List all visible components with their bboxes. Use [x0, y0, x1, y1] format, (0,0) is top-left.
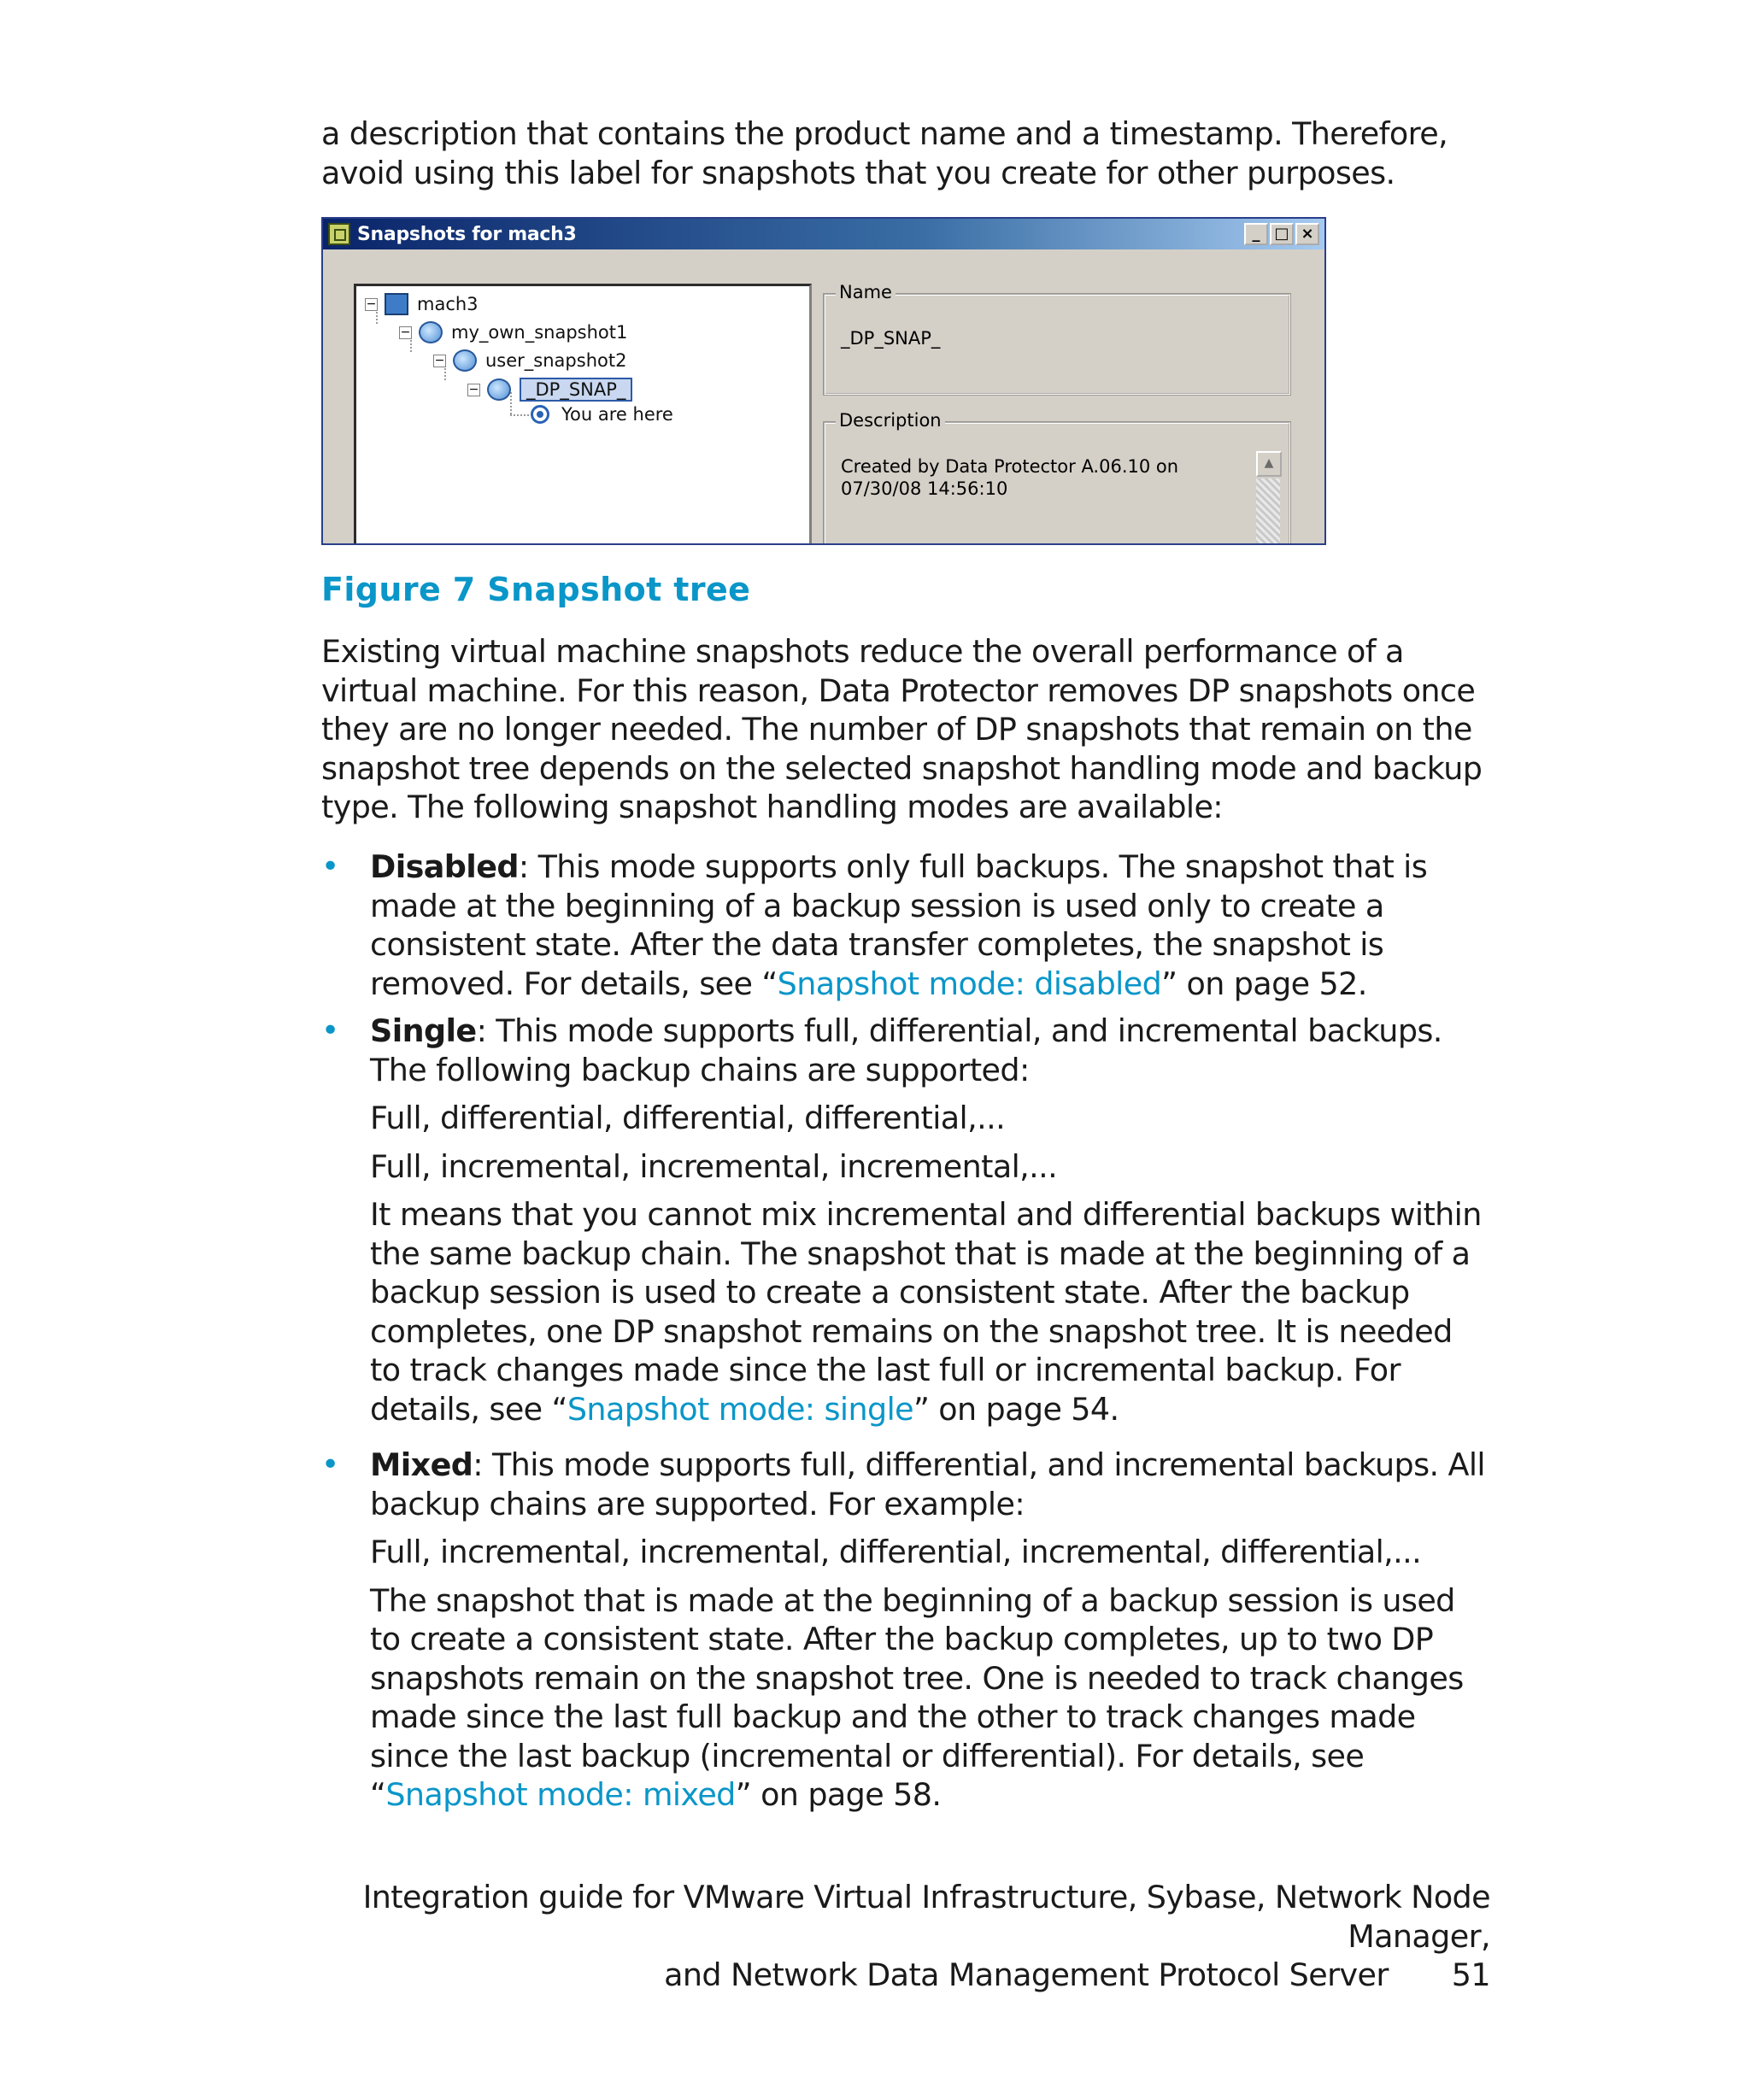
name-value: _DP_SNAP_	[841, 328, 941, 349]
snapshot-tree	[354, 284, 812, 545]
maximize-button[interactable]: □	[1270, 223, 1294, 245]
link-snapshot-mode-single[interactable]: Snapshot mode: single	[567, 1390, 913, 1428]
description-legend: Description	[836, 410, 945, 431]
body-paragraph	[321, 632, 1490, 827]
description-group	[824, 410, 1290, 545]
intro-text: a description that contains the product name and a timestamp. Therefore, avoid using this label for snapshots that you create for other purposes.	[321, 115, 1448, 191]
window-controls	[1244, 223, 1319, 245]
footer-line-1: Integration guide for VMware Virtual Infrastructure, Sybase, Network Node Manager,	[362, 1879, 1490, 1955]
snapshot-icon	[419, 321, 443, 343]
scrollbar-track[interactable]	[1256, 478, 1280, 545]
snapshot-icon	[487, 378, 511, 401]
chain-example-1: Full, differential, differential, differential,...	[370, 1100, 1006, 1136]
description-line-1: Created by Data Protector A.06.10 on	[841, 456, 1179, 477]
window-title: Snapshots for mach3	[357, 223, 577, 245]
item-text: : This mode supports full, differential, and incremental backups. The following backup chains are supported:	[370, 1012, 1442, 1088]
tree-node-label-selected: _DP_SNAP_	[520, 378, 632, 402]
app-icon	[328, 223, 350, 245]
close-button[interactable]: ×	[1295, 223, 1319, 245]
footer-line-2: and Network Data Management Protocol Server	[664, 1956, 1389, 1993]
snapshot-icon	[453, 349, 477, 372]
link-snapshot-mode-disabled[interactable]: Snapshot mode: disabled	[777, 965, 1162, 1002]
term-mixed: Mixed	[370, 1446, 473, 1483]
tree-node-label: You are here	[561, 404, 673, 425]
bullet-icon: •	[321, 1447, 339, 1482]
item-text-after: ” on page 54.	[913, 1390, 1119, 1428]
description-line-2: 07/30/08 14:56:10	[841, 478, 1008, 499]
bullet-icon: •	[321, 1013, 339, 1048]
tree-node-label: user_snapshot2	[485, 350, 627, 371]
item-text: : This mode supports only full backups. The snapshot that is made at the beginning of a backup session is used only to create a consistent state. After the data transfer completes, the snapshot is removed. For details, see “	[370, 848, 1428, 1002]
scroll-up-button[interactable]: ▲	[1256, 451, 1282, 477]
item-detail: It means that you cannot mix incremental and differential backups within the same backup chain. The snapshot that is made at the beginning of a backup session is used to create a consistent state. After the backup completes, one DP snapshot remains on the snapshot tree. It is needed to track changes made since the last full or incremental backup. For details, see “	[370, 1196, 1482, 1428]
tree-node-label: mach3	[417, 294, 479, 314]
you-are-here-icon	[531, 405, 549, 424]
tree-node-mach3[interactable]	[365, 293, 479, 315]
page-footer	[321, 1878, 1490, 1995]
list-item-mixed	[321, 1446, 1490, 1815]
collapse-icon[interactable]: −	[400, 325, 411, 339]
tree-node-user-snapshot2[interactable]	[433, 349, 626, 372]
minimize-button[interactable]: _	[1244, 223, 1268, 245]
chain-example: Full, incremental, incremental, differential, incremental, differential,...	[370, 1534, 1422, 1570]
name-group	[824, 282, 1290, 395]
link-snapshot-mode-mixed[interactable]: Snapshot mode: mixed	[385, 1776, 736, 1813]
modes-list	[321, 848, 1490, 1815]
intro-paragraph	[321, 114, 1490, 192]
item-text-after: ” on page 58.	[735, 1776, 942, 1813]
term-disabled: Disabled	[370, 848, 519, 885]
collapse-icon[interactable]: −	[468, 382, 479, 396]
vm-icon	[385, 293, 408, 315]
collapse-icon[interactable]: −	[434, 353, 445, 367]
tree-node-label: my_own_snapshot1	[451, 322, 628, 343]
bullet-icon: •	[321, 849, 339, 884]
tree-node-my-own-snapshot1[interactable]	[399, 321, 627, 343]
chain-example-2: Full, incremental, incremental, incremental,...	[370, 1147, 1058, 1185]
window-titlebar	[323, 219, 1324, 249]
list-item-single	[321, 1012, 1490, 1428]
list-item-disabled	[321, 848, 1490, 1003]
item-text: : This mode supports full, differential, and incremental backups. All backup chains are supported. For example:	[370, 1446, 1485, 1522]
item-detail: The snapshot that is made at the beginning of a backup session is used to create a consistent state. After the backup completes, up to two DP snapshots remain on the snapshot tree. One is needed to track changes made since the last full backup and the other to track changes made since the last backup (incremental or differential). For details, see “	[370, 1581, 1464, 1813]
term-single: Single	[370, 1012, 477, 1049]
page-number: 51	[1451, 1956, 1490, 1993]
body-text: Existing virtual machine snapshots reduce the overall performance of a virtual machine. For this reason, Data Protector removes DP snapshots once they are no longer needed. The number of DP snapshots that remain on the snapshot tree depends on the selected snapshot handling mode and backup type. The following snapshot handling modes are available:	[321, 633, 1483, 825]
name-legend: Name	[836, 282, 896, 302]
item-text-after: ” on page 52.	[1161, 965, 1367, 1002]
tree-node-you-are-here[interactable]	[531, 404, 673, 425]
tree-node-dp-snap[interactable]	[467, 378, 632, 402]
snapshots-window	[321, 217, 1326, 545]
collapse-icon[interactable]: −	[366, 296, 377, 311]
figure-caption: Figure 7 Snapshot tree	[321, 571, 751, 608]
